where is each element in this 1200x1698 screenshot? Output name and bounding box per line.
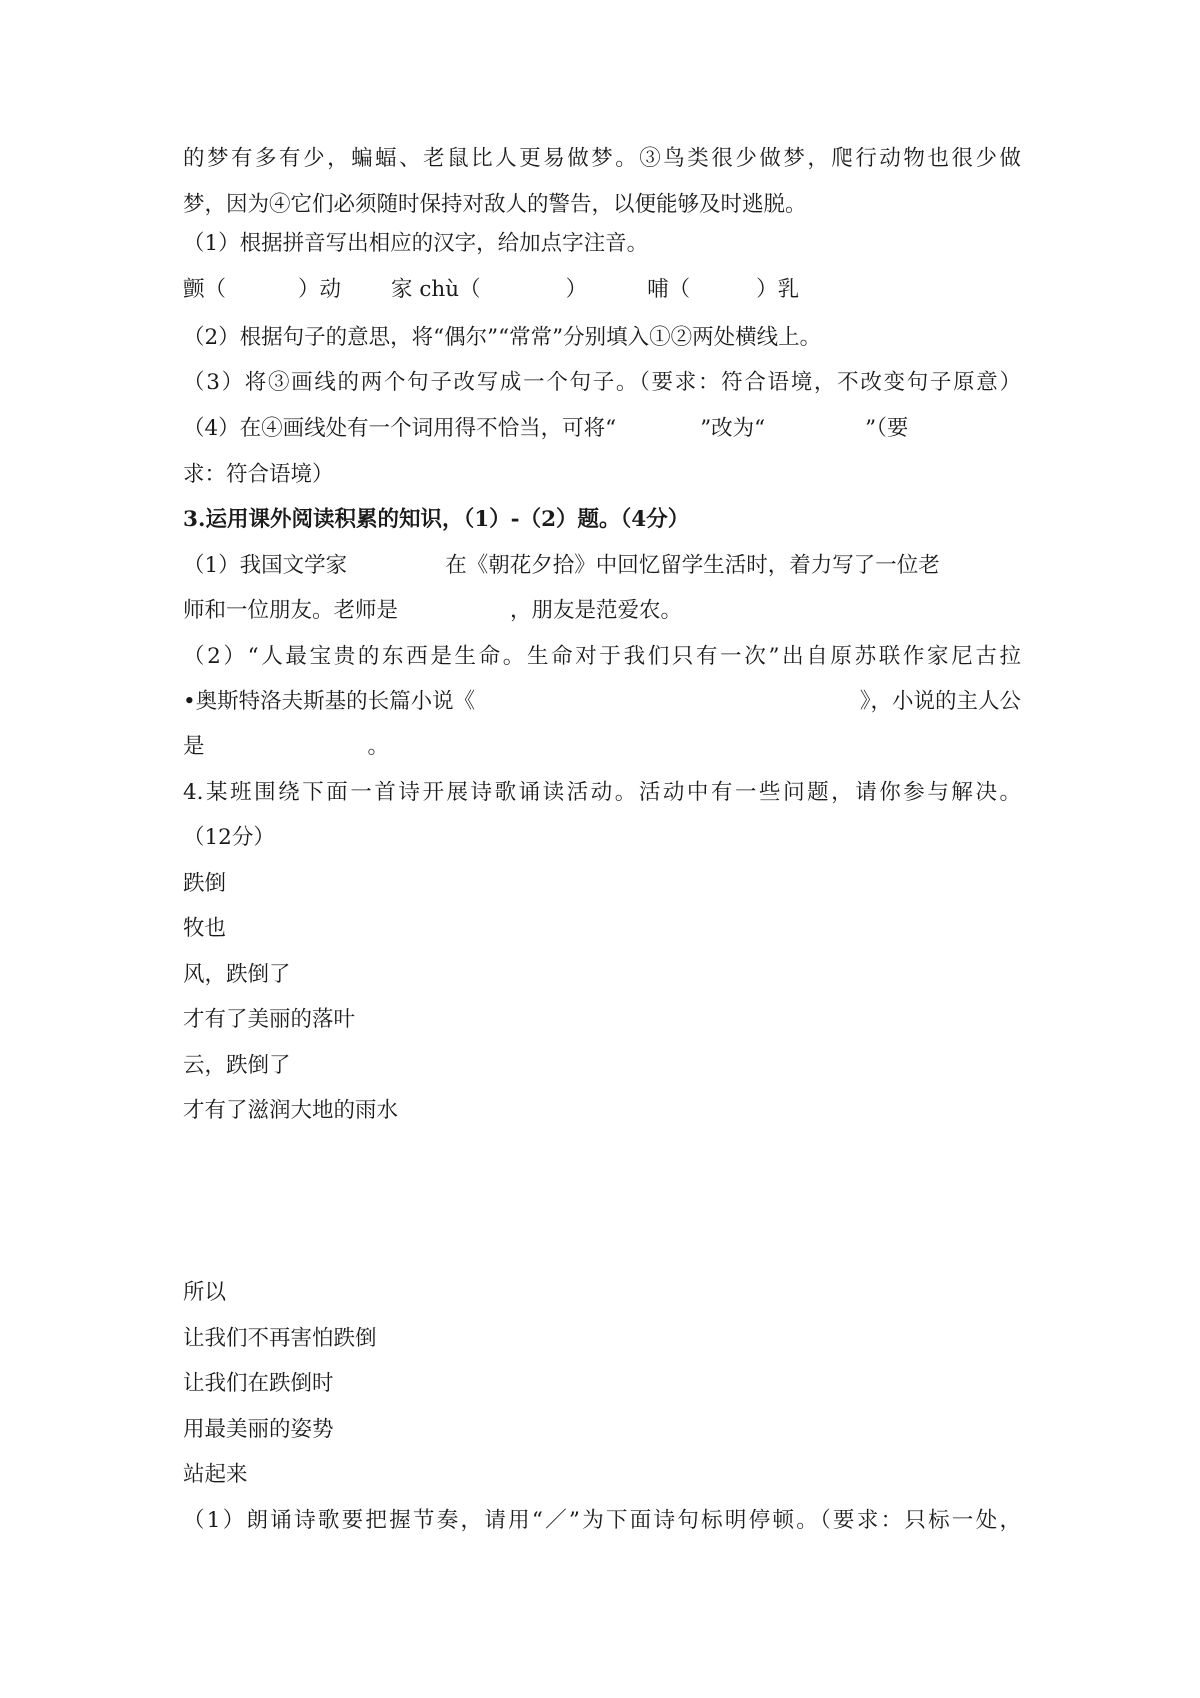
q3-sub1-text-a: （1）我国文学家 [183,553,348,578]
q3-sub2-line-3 [183,727,389,767]
q3-sub2-text-e: 。 [367,734,390,759]
poem-line: 站起来 [183,1462,248,1487]
passage-line-1: 的梦有多有少，蝙蝠、老鼠比人更易做梦。③鸟类很少做梦，爬行动物也很少做 [183,146,1021,171]
q2-sub1: （1）根据拼音写出相应的汉字，给加点字注音。 [183,231,649,256]
q2-word2-close: ） [565,277,588,302]
poem-line: 才有了美丽的落叶 [183,1007,356,1032]
poem-line: 所以 [183,1280,227,1305]
q3-sub1-text-c: 师和一位朋友。老师是 [183,598,399,623]
poem-line: 用最美丽的姿势 [183,1417,334,1442]
poem-line: 让我们不再害怕跌倒 [183,1326,377,1351]
q2-sub4-text-c: ”（要 [865,416,909,441]
q2-sub4-continued: 求：符合语境） [183,462,334,487]
q2-word3-close: ）乳 [756,277,800,302]
q2-pinyin-row [183,270,799,310]
q3-sub1-text-d: ，朋友是范爱农。 [510,598,683,623]
q2-sub4-text-a: （4）在④画线处有一个词用得不恰当，可将“ [183,416,617,441]
q3-sub2-blank-novel[interactable] [475,682,860,722]
poem-author: 牧也 [183,916,227,941]
q2-sub3: （3）将③画线的两个句子改写成一个句子。（要求：符合语境，不改变句子原意） [183,370,1021,395]
q3-sub1-text-b: 在《朝花夕拾》中回忆留学生活时，着力写了一位老 [445,553,940,578]
poem-line: 云，跌倒了 [183,1053,291,1078]
poem-line: 才有了滋润大地的雨水 [183,1098,399,1123]
q2-sub4-line [183,409,908,449]
q3-sub2-text-b: •奥斯特洛夫斯基的长篇小说《 [183,689,476,714]
q4-heading: 4.某班围绕下面一首诗开展诗歌诵读活动。活动中有一些问题，请你参与解决。 [183,780,1021,805]
q2-word3-open: 哺（ [647,277,691,302]
q3-sub2-text-d: 是 [183,734,205,759]
q3-sub1-line-2 [183,591,682,631]
passage-line-2: 梦，因为④它们必须随时保持对敌人的警告，以便能够及时逃脱。 [183,192,807,217]
q2-word2-open: 家 chù（ [391,277,481,302]
q3-heading: 3.运用课外阅读积累的知识，（1）-（2）题。（4分） [183,507,690,532]
poem-title: 跌倒 [183,871,227,896]
q4-sub1: （1）朗诵诗歌要把握节奏，请用“／”为下面诗句标明停顿。（要求：只标一处， [183,1508,1021,1533]
q2-word1-open: 颤（ [183,277,227,302]
q3-sub2-line-2 [183,682,1021,722]
poem-line: 让我们在跌倒时 [183,1371,334,1396]
q3-sub2-text-c: 》，小说的主人公 [859,689,1021,714]
q2-sub2: （2）根据句子的意思，将“偶尔”“常常”分别填入①②两处横线上。 [183,325,822,350]
q2-word1-close: ）动 [298,277,342,302]
q4-score: （12分） [183,825,275,850]
q3-sub1-line [183,546,1021,586]
q3-sub2: （2）“人最宝贵的东西是生命。生命对于我们只有一次”出自原苏联作家尼古拉 [183,644,1021,669]
poem-line: 风，跌倒了 [183,962,291,987]
q2-sub4-text-b: ”改为“ [700,416,766,441]
